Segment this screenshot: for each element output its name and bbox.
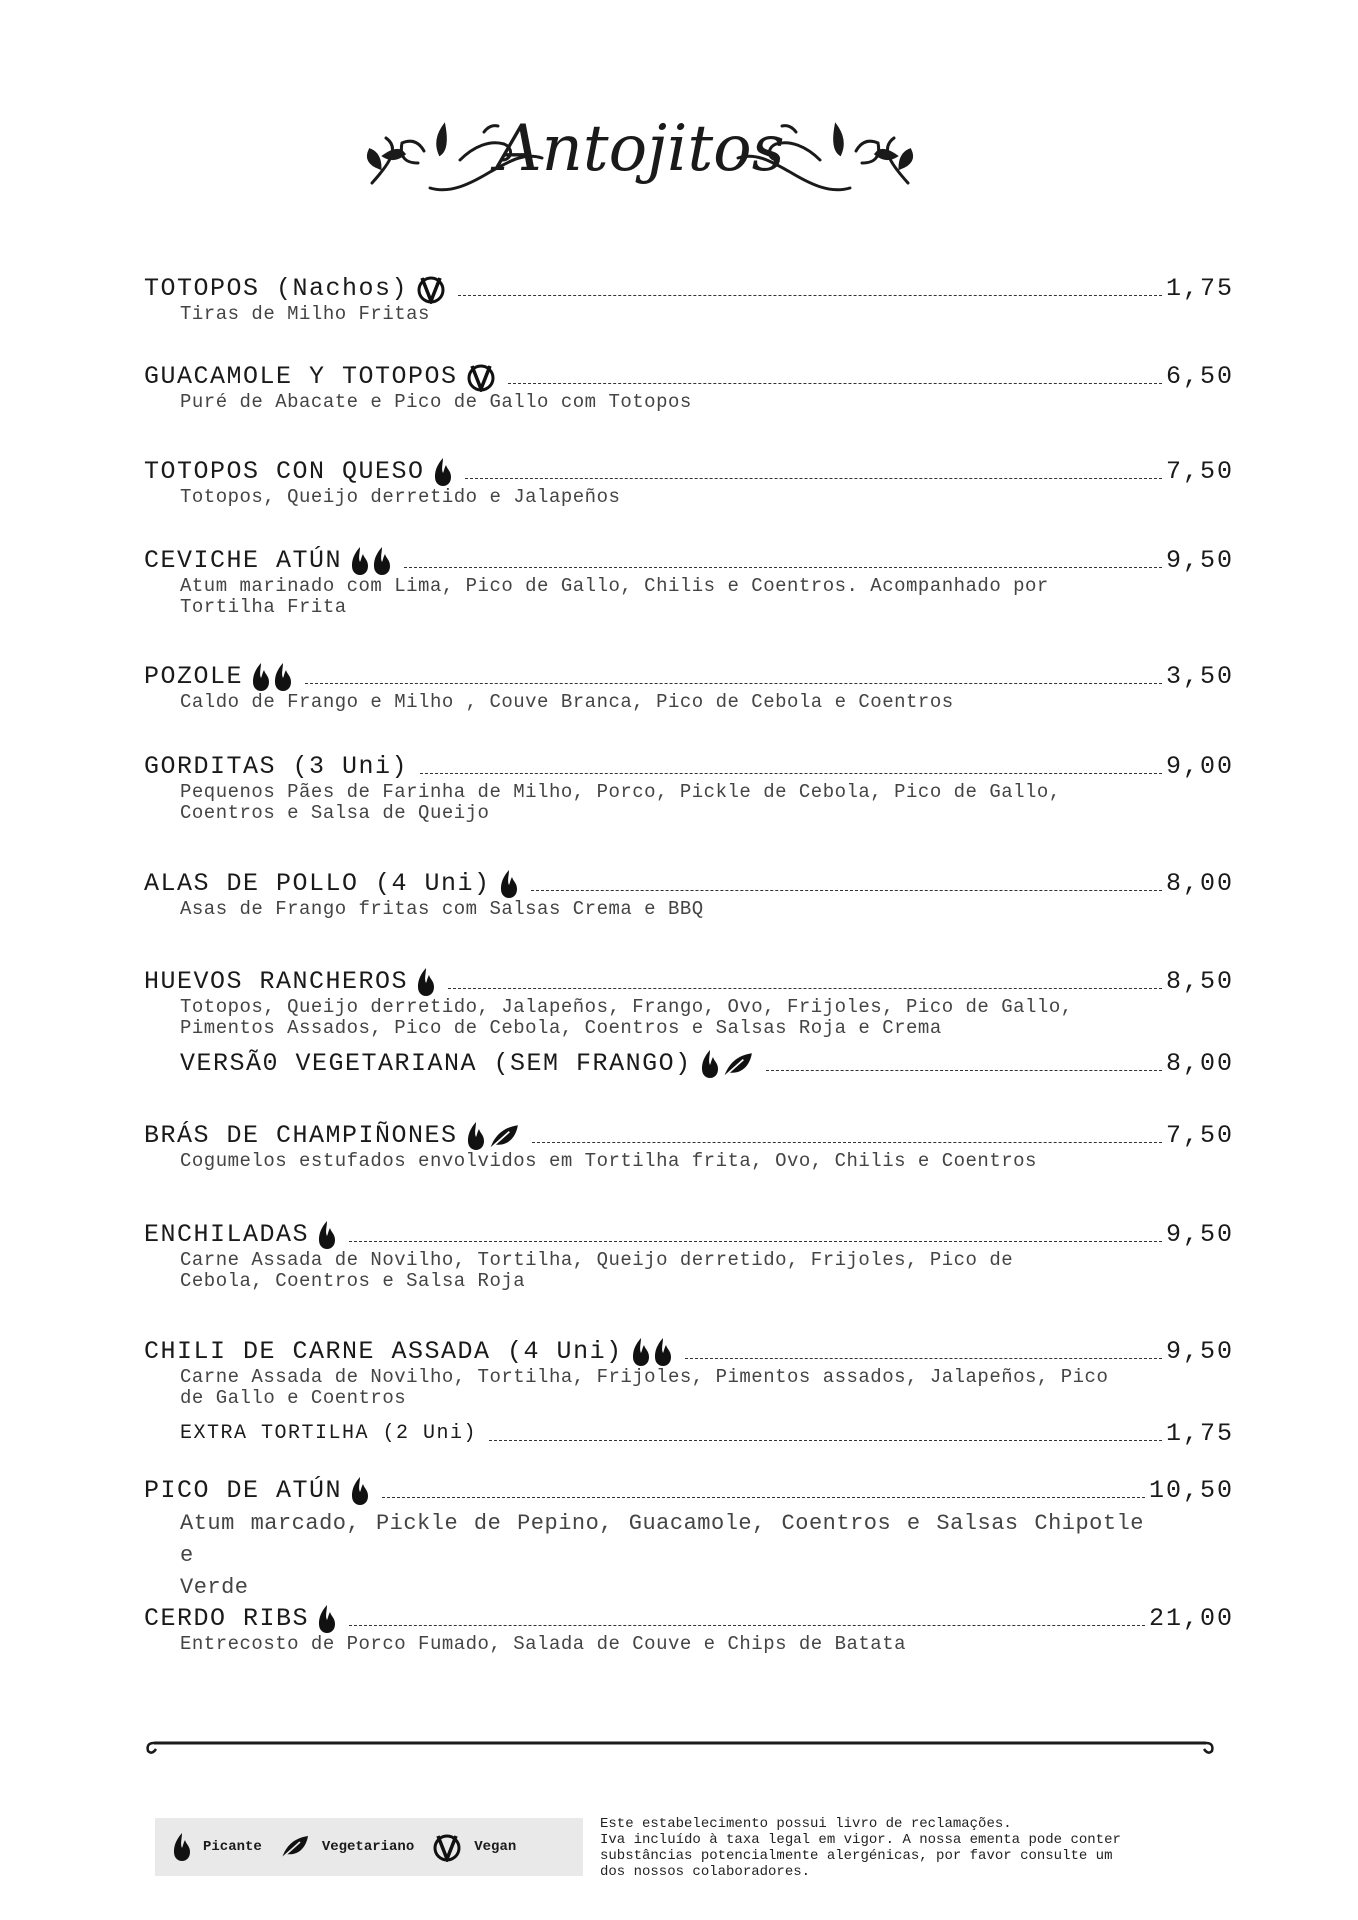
description-line: Carne Assada de Novilho, Tortilha, Frijoles, Pimentos assados, Jalapeños, Pico bbox=[180, 1366, 1109, 1388]
description-line: Coentros e Salsa de Queijo bbox=[180, 802, 490, 824]
price-leader bbox=[349, 1625, 1145, 1626]
item-description bbox=[180, 692, 1144, 713]
price-leader bbox=[404, 567, 1162, 568]
item-description bbox=[180, 1508, 1144, 1604]
menu-item bbox=[144, 748, 1234, 824]
item-row bbox=[144, 1117, 1234, 1151]
flame-icon bbox=[416, 967, 436, 997]
description-line: Puré de Abacate e Pico de Gallo com Totopos bbox=[180, 391, 692, 413]
item-price: 9,00 bbox=[1165, 752, 1234, 781]
item-icons bbox=[350, 1476, 370, 1506]
flame-icon bbox=[317, 1604, 337, 1634]
flame-icon bbox=[251, 662, 271, 692]
price-leader bbox=[420, 773, 1162, 774]
item-description bbox=[180, 1367, 1144, 1409]
item-name: PICO DE ATÚN bbox=[144, 1476, 343, 1505]
item-row bbox=[144, 748, 1234, 782]
menu-item bbox=[144, 542, 1234, 618]
price-leader bbox=[685, 1358, 1162, 1359]
menu-item bbox=[144, 658, 1234, 713]
price-leader bbox=[766, 1070, 1162, 1071]
item-name: CEVICHE ATÚN bbox=[144, 546, 343, 575]
item-row bbox=[144, 865, 1234, 899]
item-name: GORDITAS (3 Uni) bbox=[144, 752, 409, 781]
item-description bbox=[180, 1634, 1144, 1655]
description-line: de Gallo e Coentros bbox=[180, 1387, 407, 1409]
item-price: 8,00 bbox=[1165, 1049, 1234, 1078]
item-row bbox=[144, 270, 1234, 304]
sub-item-row bbox=[180, 1045, 1234, 1079]
item-price: 9,50 bbox=[1165, 1337, 1234, 1366]
description-line: Cebola, Coentros e Salsa Roja bbox=[180, 1270, 526, 1292]
item-description bbox=[180, 576, 1144, 618]
menu-item bbox=[144, 358, 1234, 413]
legend-vegetarian bbox=[280, 1834, 414, 1860]
item-price: 10,50 bbox=[1148, 1476, 1234, 1505]
item-description bbox=[180, 899, 1144, 920]
description-line: Atum marinado com Lima, Pico de Gallo, Chilis e Coentros. Acompanhado por bbox=[180, 575, 1049, 597]
price-leader bbox=[531, 890, 1162, 891]
item-name: TOTOPOS CON QUESO bbox=[144, 457, 425, 486]
item-name: CERDO RIBS bbox=[144, 1604, 310, 1633]
vegan-icon bbox=[432, 1832, 462, 1862]
item-icons bbox=[416, 967, 436, 997]
item-icons bbox=[317, 1604, 337, 1634]
price-leader bbox=[465, 478, 1162, 479]
item-icons bbox=[433, 457, 453, 487]
item-row bbox=[144, 1333, 1234, 1367]
flame-icon bbox=[653, 1337, 673, 1367]
leaf-icon bbox=[488, 1123, 520, 1151]
item-row bbox=[144, 358, 1234, 392]
divider-line bbox=[144, 1735, 1214, 1755]
price-leader bbox=[458, 295, 1162, 296]
description-line: Entrecosto de Porco Fumado, Salada de Couve e Chips de Batata bbox=[180, 1633, 907, 1655]
description-line: Totopos, Queijo derretido e Jalapeños bbox=[180, 486, 621, 508]
flame-icon bbox=[466, 1121, 486, 1151]
item-icons bbox=[350, 546, 392, 576]
item-icons bbox=[466, 362, 496, 392]
item-row bbox=[144, 1472, 1234, 1506]
item-price: 9,50 bbox=[1165, 546, 1234, 575]
description-line: Pequenos Pães de Farinha de Milho, Porco, Pickle de Cebola, Pico de Gallo, bbox=[180, 781, 1061, 803]
leaf-icon bbox=[722, 1051, 754, 1079]
price-leader bbox=[508, 383, 1162, 384]
menu-item bbox=[144, 1216, 1234, 1292]
description-line: Pimentos Assados, Pico de Cebola, Coentros e Salsas Roja e Crema bbox=[180, 1017, 942, 1039]
item-icons bbox=[317, 1220, 337, 1250]
sub-item-row bbox=[180, 1415, 1234, 1449]
description-line: Tortilha Frita bbox=[180, 596, 347, 618]
item-name: HUEVOS RANCHEROS bbox=[144, 967, 409, 996]
flame-icon bbox=[372, 546, 392, 576]
item-icons bbox=[466, 1121, 520, 1151]
menu-item bbox=[144, 1117, 1234, 1172]
legend-label: Picante bbox=[203, 1839, 262, 1855]
description-line: Tiras de Milho Fritas bbox=[180, 303, 430, 325]
item-icons bbox=[416, 274, 446, 304]
item-name: EXTRA TORTILHA (2 Uni) bbox=[180, 1422, 478, 1445]
ornament-title bbox=[360, 88, 920, 208]
legal-notice bbox=[600, 1816, 1210, 1880]
notice-line: Iva incluído à taxa legal em vigor. A nossa ementa pode conter bbox=[600, 1832, 1121, 1848]
item-price: 9,50 bbox=[1165, 1220, 1234, 1249]
item-icons bbox=[631, 1337, 673, 1367]
price-leader bbox=[349, 1241, 1162, 1242]
legend-vegan bbox=[432, 1832, 516, 1862]
item-description bbox=[180, 782, 1144, 824]
description-line: Cogumelos estufados envolvidos em Tortilha frita, Ovo, Chilis e Coentros bbox=[180, 1150, 1037, 1172]
item-row bbox=[144, 453, 1234, 487]
description-line: Caldo de Frango e Milho , Couve Branca, Pico de Cebola e Coentros bbox=[180, 691, 954, 713]
vegan-icon bbox=[466, 362, 496, 392]
flame-icon bbox=[273, 662, 293, 692]
item-description bbox=[180, 1151, 1144, 1172]
item-price: 7,50 bbox=[1165, 1121, 1234, 1150]
item-row bbox=[144, 542, 1234, 576]
price-leader bbox=[532, 1142, 1162, 1143]
price-leader bbox=[305, 683, 1162, 684]
legend-label: Vegetariano bbox=[321, 1839, 415, 1855]
description-line: Atum marcado, Pickle de Pepino, Guacamole, Coentros e Salsas Chipotle e bbox=[180, 1511, 1144, 1568]
item-name: TOTOPOS (Nachos) bbox=[144, 274, 409, 303]
menu-header bbox=[360, 88, 920, 208]
item-name: VERSÃ0 VEGETARIANA (SEM FRANGO) bbox=[180, 1049, 692, 1078]
item-price: 8,50 bbox=[1165, 967, 1234, 996]
leaf-icon bbox=[280, 1834, 310, 1860]
item-price: 21,00 bbox=[1148, 1604, 1234, 1633]
item-description bbox=[180, 304, 1144, 325]
menu-item bbox=[144, 270, 1234, 325]
item-description bbox=[180, 487, 1144, 508]
menu-item bbox=[144, 1600, 1234, 1655]
description-line: Totopos, Queijo derretido, Jalapeños, Frango, Ovo, Frijoles, Pico de Gallo, bbox=[180, 996, 1073, 1018]
flame-icon bbox=[317, 1220, 337, 1250]
flame-icon bbox=[700, 1049, 720, 1079]
legend-spicy bbox=[173, 1832, 262, 1862]
item-icons bbox=[499, 869, 519, 899]
icon-legend bbox=[155, 1818, 583, 1876]
menu-item bbox=[144, 1333, 1234, 1449]
flame-icon bbox=[499, 869, 519, 899]
flame-icon bbox=[350, 546, 370, 576]
item-description bbox=[180, 392, 1144, 413]
item-icons bbox=[251, 662, 293, 692]
item-name: GUACAMOLE Y TOTOPOS bbox=[144, 362, 458, 391]
flame-icon bbox=[433, 457, 453, 487]
item-price: 8,00 bbox=[1165, 869, 1234, 898]
price-leader bbox=[489, 1440, 1162, 1441]
item-price: 7,50 bbox=[1165, 457, 1234, 486]
vegan-icon bbox=[416, 274, 446, 304]
item-name: CHILI DE CARNE ASSADA (4 Uni) bbox=[144, 1337, 623, 1366]
item-row bbox=[144, 1216, 1234, 1250]
item-name: ENCHILADAS bbox=[144, 1220, 310, 1249]
item-price: 1,75 bbox=[1165, 274, 1234, 303]
item-row bbox=[144, 1600, 1234, 1634]
item-description bbox=[180, 997, 1144, 1039]
price-leader bbox=[448, 988, 1162, 989]
flame-icon bbox=[350, 1476, 370, 1506]
notice-line: Este estabelecimento possui livro de reclamações. bbox=[600, 1816, 1012, 1832]
menu-item bbox=[144, 1472, 1234, 1604]
notice-line: dos nossos colaboradores. bbox=[600, 1864, 811, 1880]
item-icons bbox=[700, 1049, 754, 1079]
item-name: ALAS DE POLLO (4 Uni) bbox=[144, 869, 491, 898]
item-name: POZOLE bbox=[144, 662, 244, 691]
item-price: 6,50 bbox=[1165, 362, 1234, 391]
description-line: Asas de Frango fritas com Salsas Crema e BBQ bbox=[180, 898, 704, 920]
flame-icon bbox=[173, 1832, 191, 1862]
flame-icon bbox=[631, 1337, 651, 1367]
section-title: Antojitos bbox=[495, 112, 785, 186]
item-name: BRÁS DE CHAMPIÑONES bbox=[144, 1121, 458, 1150]
notice-line: substâncias potencialmente alergénicas, por favor consulte um bbox=[600, 1848, 1113, 1864]
description-line: Carne Assada de Novilho, Tortilha, Queijo derretido, Frijoles, Pico de bbox=[180, 1249, 1014, 1271]
item-price: 1,75 bbox=[1165, 1419, 1234, 1448]
menu-item bbox=[144, 453, 1234, 508]
item-price: 3,50 bbox=[1165, 662, 1234, 691]
item-row bbox=[144, 963, 1234, 997]
item-description bbox=[180, 1250, 1144, 1292]
price-leader bbox=[382, 1497, 1145, 1498]
menu-item bbox=[144, 865, 1234, 920]
legend-label: Vegan bbox=[474, 1839, 517, 1855]
menu-item bbox=[144, 963, 1234, 1079]
description-line: Verde bbox=[180, 1575, 249, 1600]
item-row bbox=[144, 658, 1234, 692]
